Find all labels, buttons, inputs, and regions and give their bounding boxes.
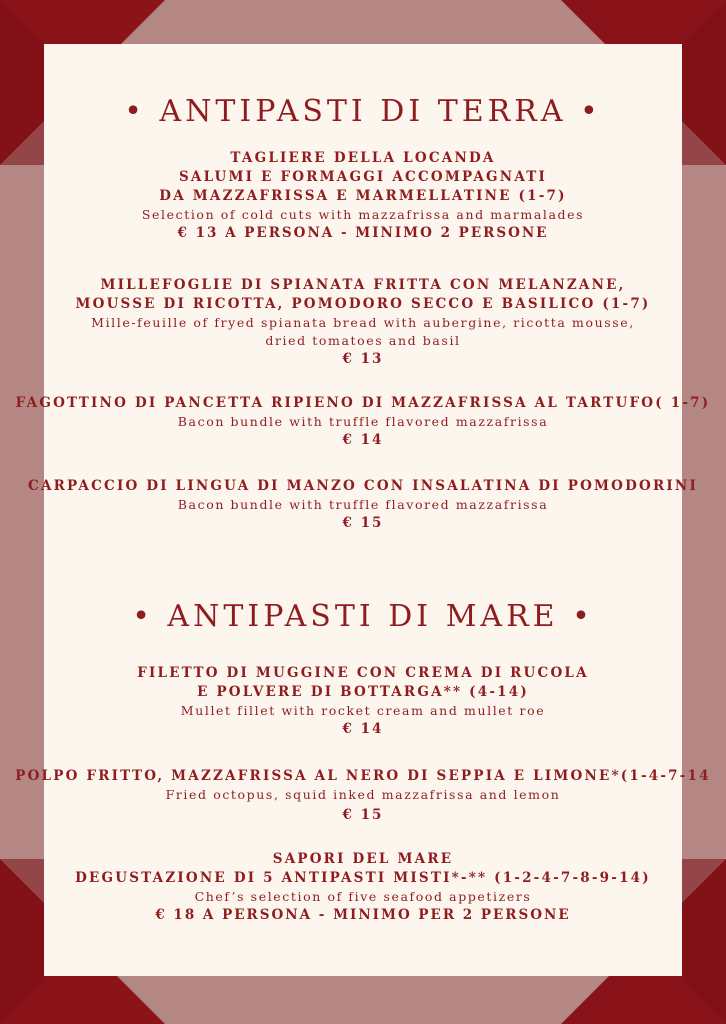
dish-price: € 14 — [342, 432, 384, 448]
dish-polpo-fritto — [0, 767, 726, 824]
dish-name: DA MAZZAFRISSA E MARMELLATINE (1-7) — [159, 188, 567, 204]
dish-name: MILLEFOGLIE DI SPIANATA FRITTA CON MELANZANE, — [100, 277, 626, 293]
dish-name: TAGLIERE DELLA LOCANDA — [230, 150, 496, 166]
dish-tagliere — [0, 149, 726, 242]
dish-description: Bacon bundle with truffle flavored mazzafrissa — [177, 414, 549, 429]
section-title-mare: • ANTIPASTI DI MARE • — [132, 599, 594, 634]
dish-description: Chef’s selection of five seafood appetizers — [194, 889, 532, 904]
dish-name: MOUSSE DI RICOTTA, POMODORO SECCO E BASILICO (1-7) — [75, 296, 651, 312]
dish-description: Mullet fillet with rocket cream and mullet roe — [180, 703, 546, 718]
dish-description: dried tomatoes and basil — [265, 333, 461, 348]
dish-name: SALUMI E FORMAGGI ACCOMPAGNATI — [178, 169, 548, 185]
dish-name: DEGUSTAZIONE DI 5 ANTIPASTI MISTI*-** (1-2-4-7-8-9-14) — [75, 870, 651, 886]
dish-name: POLPO FRITTO, MAZZAFRISSA AL NERO DI SEPPIA E LIMONE*(1-4-7-14 — [15, 768, 711, 784]
dish-name: FILETTO DI MUGGINE CON CREMA DI RUCOLA — [137, 665, 589, 681]
dish-price: € 13 — [342, 351, 384, 367]
dish-name: SAPORI DEL MARE — [272, 851, 454, 867]
dish-price: € 14 — [342, 721, 384, 737]
dish-name: FAGOTTINO DI PANCETTA RIPIENO DI MAZZAFRISSA AL TARTUFO( 1-7) — [15, 395, 711, 411]
dish-description: Bacon bundle with truffle flavored mazzafrissa — [177, 497, 549, 512]
dish-price: € 18 A PERSONA - MINIMO PER 2 PERSONE — [155, 907, 571, 923]
dish-price: € 15 — [342, 515, 384, 531]
dish-carpaccio — [0, 477, 726, 532]
dish-price: € 13 A PERSONA - MINIMO 2 PERSONE — [177, 225, 549, 241]
dish-name: E POLVERE DI BOTTARGA** (4-14) — [197, 684, 529, 700]
dish-fagottino — [0, 394, 726, 449]
section-title-terra: • ANTIPASTI DI TERRA • — [124, 94, 602, 129]
dish-sapori-del-mare — [0, 850, 726, 924]
dish-description: Selection of cold cuts with mazzafrissa and marmalades — [141, 207, 585, 222]
dish-filetto-muggine — [0, 664, 726, 738]
dish-price: € 15 — [342, 807, 384, 823]
dish-description: Mille-feuille of fryed spianata bread with aubergine, ricotta mousse, — [91, 315, 635, 330]
dish-description: Fried octopus, squid inked mazzafrissa and lemon — [165, 787, 561, 802]
dish-millefoglie — [0, 276, 726, 368]
dish-name: CARPACCIO DI LINGUA DI MANZO CON INSALATINA DI POMODORINI — [28, 478, 698, 494]
